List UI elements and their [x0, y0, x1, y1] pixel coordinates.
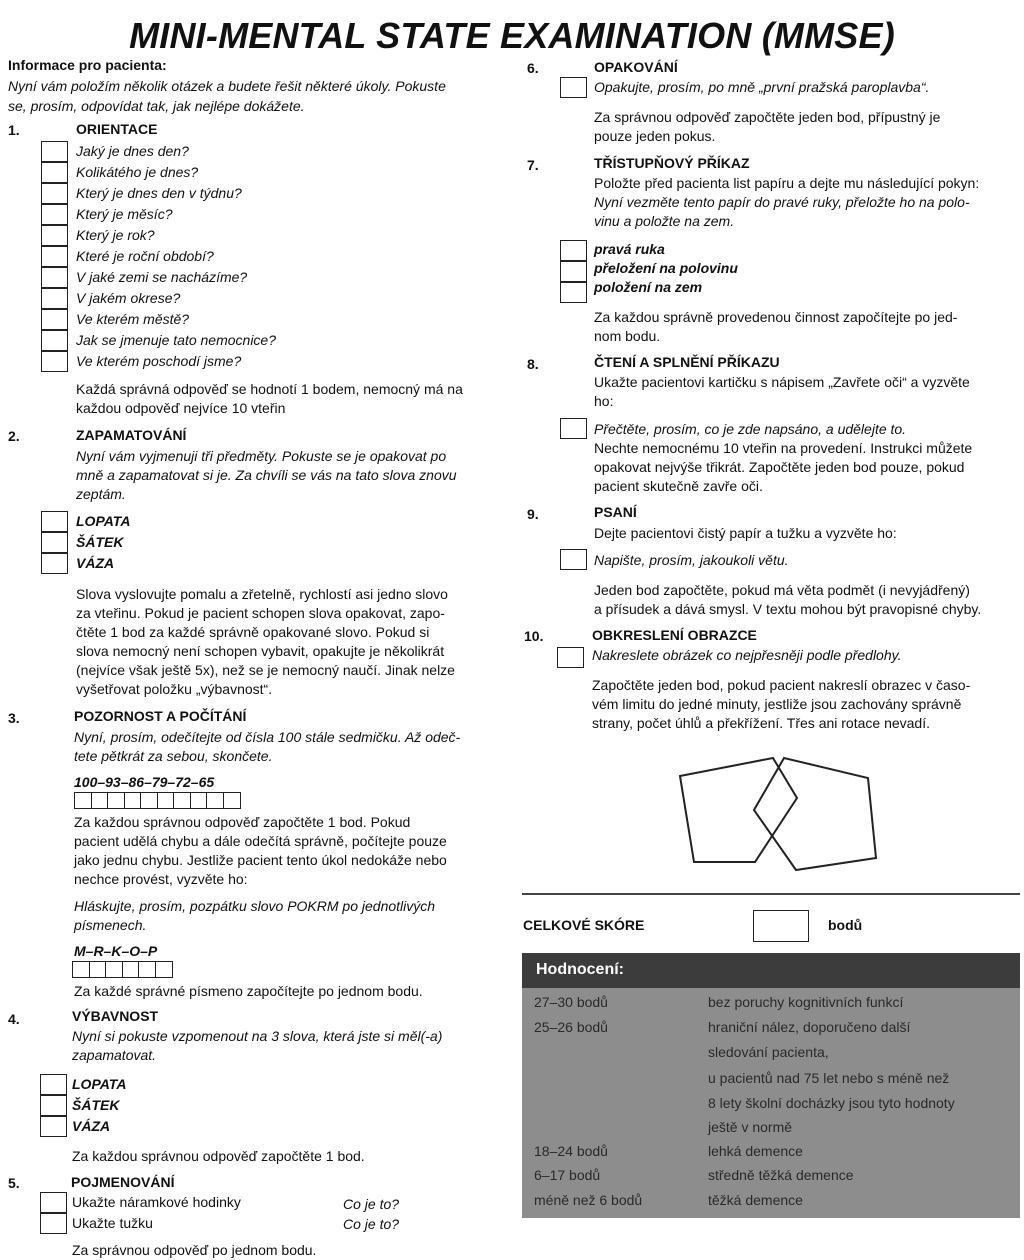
section-number: 5. — [8, 1175, 20, 1191]
instruction-text: Nyní vám vyjmenuji tři předměty. Pokuste se je opakovat po — [76, 448, 447, 464]
score-checkbox[interactable] — [40, 1074, 67, 1095]
naming-item: Ukažte tužku — [72, 1215, 153, 1231]
sequence: M–R–K–O–P — [74, 943, 158, 959]
word: ŠÁTEK — [72, 1097, 120, 1113]
instruction-text: Za každou správnou odpověď započtěte 1 bod. — [72, 1148, 365, 1164]
instruction-text: zeptám. — [76, 486, 126, 502]
score-checkbox[interactable] — [41, 532, 68, 553]
command-step: pravá ruka — [594, 241, 665, 257]
section-title-zapamatovani: ZAPAMATOVÁNÍ — [76, 427, 187, 443]
score-checkbox[interactable] — [40, 1192, 67, 1213]
score-checkbox[interactable] — [41, 204, 68, 225]
naming-item: Ukažte náramkové hodinky — [72, 1194, 241, 1210]
section-title-orientace: ORIENTACE — [76, 121, 158, 137]
question: Jak se jmenuje tato nemocnice? — [76, 332, 276, 348]
instruction-text: za vteřinu. Pokud je pacient schopen slova opakovat, zapo- — [76, 605, 445, 621]
instruction-text: Nyní si pokuste vzpomenout na 3 slova, která jste si měl(-a) — [72, 1028, 443, 1044]
instruction-text: Za každou správně provedenou činnost započítejte po jed- — [594, 309, 958, 325]
instruction-text: jako jednu chybu. Jestliže pacient tento úkol nedokáže nebo — [74, 852, 447, 868]
evaluation-header — [522, 953, 1020, 988]
section-number: 10. — [524, 628, 544, 644]
naming-question: Co je to? — [343, 1196, 400, 1212]
instruction-text: Přečtěte, prosím, co je zde napsáno, a udělejte to. — [594, 421, 907, 437]
score-cells[interactable] — [74, 792, 241, 809]
score-checkbox[interactable] — [560, 549, 587, 570]
command-step: přeložení na polovinu — [594, 260, 738, 276]
instruction-text: (nejvíce však ještě 5x), než se je nemocný naučí. Jinak nelze — [76, 662, 455, 678]
question: Ve kterém městě? — [76, 311, 190, 327]
score-cells[interactable] — [72, 961, 173, 978]
score-checkbox[interactable] — [41, 511, 68, 532]
question: Který je rok? — [76, 227, 155, 243]
score-checkbox[interactable] — [41, 267, 68, 288]
question: V jakém okrese? — [76, 290, 181, 306]
score-checkbox[interactable] — [560, 282, 587, 303]
score-checkbox[interactable] — [41, 246, 68, 267]
score-meaning: bez poruchy kognitivních funkcí — [708, 994, 904, 1010]
question: Ve kterém poschodí jsme? — [76, 353, 242, 369]
score-checkbox[interactable] — [557, 647, 584, 668]
score-checkbox[interactable] — [560, 77, 587, 98]
section-number: 3. — [8, 710, 20, 726]
score-checkbox[interactable] — [41, 225, 68, 246]
instruction-text: slova nemocný není schopen vybavit, opakujte je několikrát — [76, 643, 445, 659]
instruction-text: Jeden bod započtěte, pokud má věta podmět (i nevyjádřený) — [594, 582, 970, 598]
instruction-text: Za každou správnou odpověď započtěte 1 bod. Pokud — [74, 814, 411, 830]
score-checkbox[interactable] — [560, 261, 587, 282]
score-checkbox[interactable] — [560, 418, 587, 439]
score-checkbox[interactable] — [40, 1213, 67, 1234]
naming-question: Co je to? — [343, 1216, 400, 1232]
score-checkbox[interactable] — [41, 183, 68, 204]
score-meaning: 8 lety školní docházky jsou tyto hodnoty — [708, 1095, 955, 1111]
instruction-text: ho: — [594, 393, 614, 409]
instruction-text: a přísudek a dává smysl. V textu mohou být pravopisné chyby. — [594, 601, 982, 617]
question: Který je dnes den v týdnu? — [76, 185, 242, 201]
instruction-text: nechce provést, vyzvěte ho: — [74, 871, 248, 887]
score-checkbox[interactable] — [41, 309, 68, 330]
pentagon-right — [754, 758, 876, 870]
word: ŠÁTEK — [76, 534, 124, 550]
instruction-text: pacient udělá chybu a dále odečítá správně, počítejte pouze — [74, 833, 447, 849]
instruction-text: Za správnou odpověď započtěte jeden bod, přípustný je — [594, 109, 941, 125]
section-title-vybavnost: VÝBAVNOST — [72, 1008, 159, 1024]
instruction-text: tete pětkrát za sebou, skončete. — [74, 748, 273, 764]
score-meaning: středně těžká demence — [708, 1167, 854, 1183]
word: VÁZA — [76, 555, 115, 571]
question: Jaký je dnes den? — [76, 143, 189, 159]
instruction-text: pacient skutečně zavře oči. — [594, 478, 763, 494]
word: LOPATA — [72, 1076, 127, 1092]
section-number: 1. — [8, 122, 20, 138]
instruction-text: Hláskujte, prosím, pozpátku slovo POKRM po jednotlivých — [74, 898, 436, 914]
instruction-text: Ukažte pacientovi kartičku s nápisem „Zavřete oči“ a vyzvěte — [594, 374, 970, 390]
word: VÁZA — [72, 1118, 111, 1134]
score-range: 6–17 bodů — [534, 1167, 601, 1183]
page-title: MINI-MENTAL STATE EXAMINATION (MMSE) — [129, 15, 895, 56]
instruction-text: Nakreslete obrázek co nejpřesněji podle předlohy. — [592, 647, 902, 663]
pentagons-figure — [670, 750, 910, 875]
score-meaning: lehká demence — [708, 1143, 803, 1159]
section-title-opakovani: OPAKOVÁNÍ — [594, 59, 678, 75]
section-number: 8. — [527, 356, 539, 372]
instruction-text: zapamatovat. — [72, 1047, 157, 1063]
instruction-text: Za správnou odpověď po jednom bodu. — [72, 1242, 317, 1258]
instruction-text: Každá správná odpověď se hodnotí 1 bodem, nemocný má na — [76, 381, 463, 397]
section-number: 2. — [8, 428, 20, 444]
instruction-text: každou odpověď nejvíce 10 vteřin — [76, 400, 286, 416]
instruction-text: Nyní, prosím, odečítejte od čísla 100 stále sedmičku. Až odeč- — [74, 729, 461, 745]
score-checkbox[interactable] — [41, 330, 68, 351]
instruction-text: pouze jeden pokus. — [594, 128, 716, 144]
info-line: se, prosím, odpovídat tak, jak nejlépe dokážete. — [8, 98, 305, 114]
section-number: 4. — [8, 1011, 20, 1027]
word: LOPATA — [76, 513, 131, 529]
instruction-text: Dejte pacientovi čistý papír a tužku a vyzvěte ho: — [594, 525, 897, 541]
command-step: položení na zem — [594, 279, 703, 295]
section-title-psani: PSANÍ — [594, 504, 637, 520]
question: Které je roční období? — [76, 248, 214, 264]
evaluation-heading: Hodnocení: — [536, 961, 624, 978]
instruction-text: Za každé správné písmeno započítejte po jednom bodu. — [74, 983, 423, 999]
info-line: Nyní vám položím několik otázek a budete řešit některé úkoly. Pokuste — [8, 78, 446, 94]
evaluation-table — [522, 953, 1020, 1218]
score-range: 27–30 bodů — [534, 994, 608, 1010]
score-range: méně než 6 bodů — [534, 1192, 643, 1208]
sequence: 100–93–86–79–72–65 — [74, 774, 215, 790]
instruction-text: Nechte nemocnému 10 vteřin na provedení. Instrukci můžete — [594, 440, 973, 456]
instruction-text: čtěte 1 bod za každé správně opakované slovo. Pokud si — [76, 624, 430, 640]
score-checkbox[interactable] — [41, 553, 68, 574]
total-score-label: CELKOVÉ SKÓRE — [523, 917, 645, 933]
instruction-text: Položte před pacienta list papíru a dejte mu následující pokyn: — [594, 175, 980, 191]
instruction-text: mně a zapamatovat si je. Za chvíli se vás na tato slova znovu — [76, 467, 457, 483]
question: V jaké zemi se nacházíme? — [76, 269, 248, 285]
instruction-text: vinu a položte na zem. — [594, 213, 735, 229]
score-checkbox[interactable] — [560, 240, 587, 261]
instruction-text: Nyní vezměte tento papír do pravé ruky, přeložte ho na polo- — [594, 194, 970, 210]
score-checkbox[interactable] — [41, 141, 68, 162]
section-title-pozornost: POZORNOST A POČÍTÁNÍ — [74, 708, 247, 724]
section-title-cteni: ČTENÍ A SPLNĚNÍ PŘÍKAZU — [594, 354, 780, 370]
instruction-text: Opakujte, prosím, po mně „první pražská paroplavba“. — [594, 79, 930, 95]
score-checkbox[interactable] — [41, 162, 68, 183]
score-checkbox[interactable] — [40, 1116, 67, 1137]
instruction-text: vém limitu do jedné minuty, jestliže jsou zachovány správně — [592, 696, 962, 712]
section-title-tristupnovy: TŘÍSTUPŇOVÝ PŘÍKAZ — [594, 155, 750, 171]
section-number: 7. — [527, 157, 539, 173]
instruction-text: nom bodu. — [594, 328, 661, 344]
section-number: 6. — [527, 60, 539, 76]
info-heading: Informace pro pacienta: — [8, 57, 167, 73]
section-number: 9. — [527, 506, 539, 522]
score-meaning: sledování pacienta, — [708, 1044, 829, 1060]
score-checkbox[interactable] — [41, 288, 68, 309]
score-checkbox[interactable] — [41, 351, 68, 372]
question: Který je měsíc? — [76, 206, 173, 222]
score-meaning: u pacientů nad 75 let nebo s méně než — [708, 1070, 950, 1086]
score-range: 18–24 bodů — [534, 1143, 608, 1159]
instruction-text: vyšetřovat položku „výbavnost“. — [76, 681, 273, 697]
instruction-text: strany, počet úhlů a překřížení. Třes ani rotace nevadí. — [592, 715, 930, 731]
question: Kolikátého je dnes? — [76, 164, 199, 180]
instruction-text: Započtěte jeden bod, pokud pacient nakreslí obrazec v časo- — [592, 677, 971, 693]
score-meaning: těžká demence — [708, 1192, 803, 1208]
score-checkbox[interactable] — [40, 1095, 67, 1116]
total-score-box[interactable] — [753, 910, 809, 942]
score-range: 25–26 bodů — [534, 1019, 608, 1035]
instruction-text: Napište, prosím, jakoukoli větu. — [594, 552, 789, 568]
divider — [522, 893, 1020, 895]
total-score-unit: bodů — [828, 917, 863, 933]
score-meaning: ještě v normě — [708, 1119, 793, 1135]
section-title-obkresleni: OBKRESLENÍ OBRAZCE — [592, 627, 757, 643]
section-title-pojmenovani: POJMENOVÁNÍ — [71, 1174, 175, 1190]
instruction-text: Slova vyslovujte pomalu a zřetelně, rychlostí asi jedno slovo — [76, 586, 448, 602]
score-meaning: hraniční nález, doporučeno další — [708, 1019, 911, 1035]
instruction-text: opakovat nejvýše třikrát. Započtěte jeden bod pouze, pokud — [594, 459, 965, 475]
instruction-text: písmenech. — [74, 917, 147, 933]
